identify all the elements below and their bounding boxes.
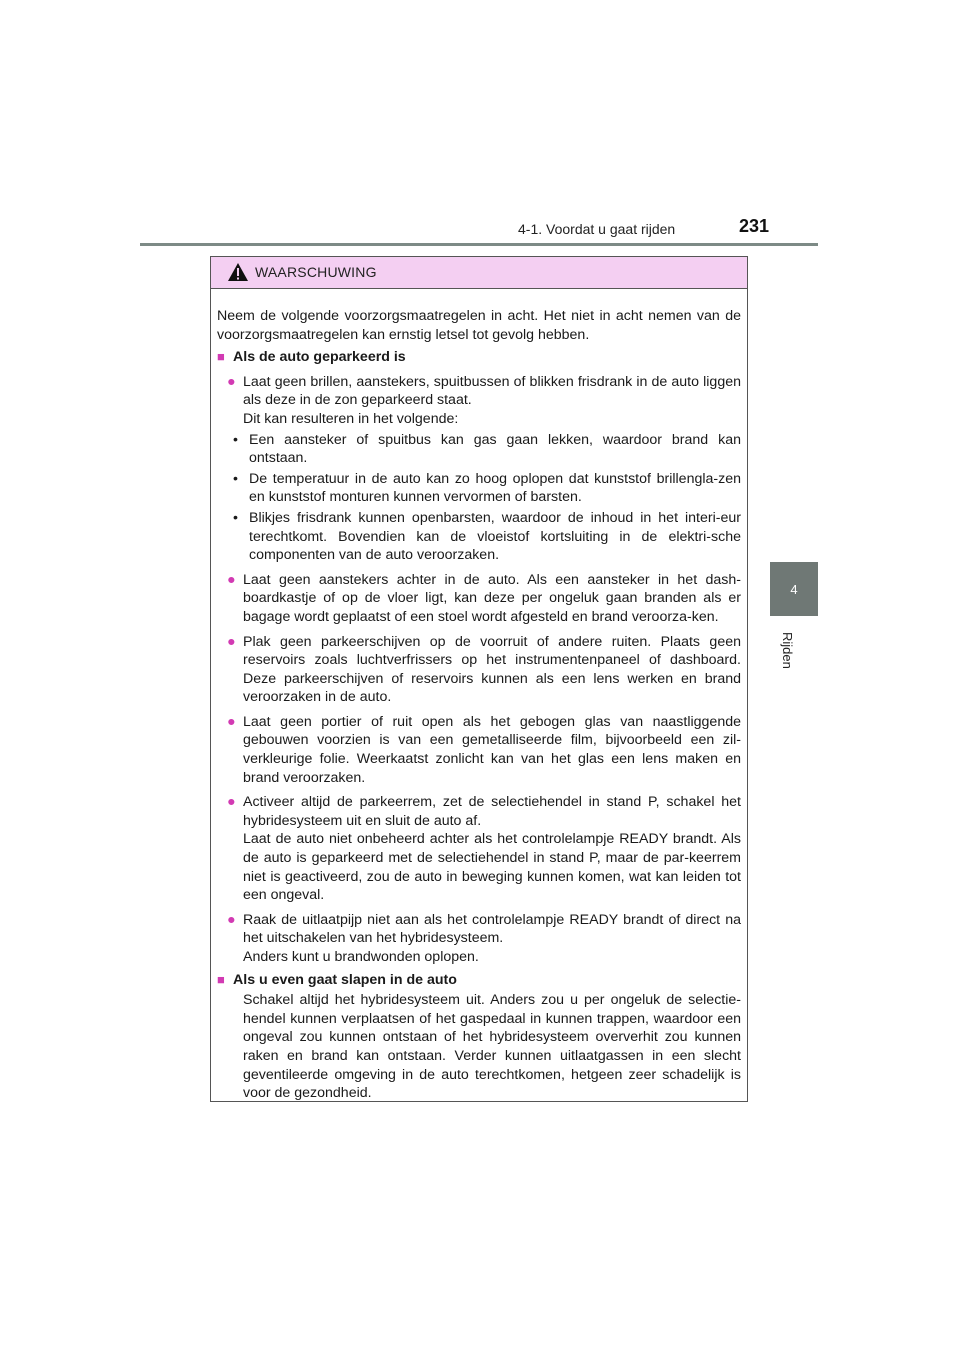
- sub-list-item: [217, 470, 741, 507]
- item-text: Activeer altijd de parkeerrem, zet de selectiehendel in stand P, schakel het hybridesysteem uit en sluit de auto af.: [243, 794, 741, 829]
- section-body: Schakel altijd het hybridesysteem uit. Anders zou u per ongeluk de selectie-hendel kunnen verplaatsen of het gaspedaal in kunnen trappen, waardoor een ongeval zou kunnen ontstaan of het hybridesysteem oververhit zou kunnen raken en brand kan ontstaan. Verder kunnen uitlaatgassen in een slecht geventileerde omgeving in de auto terechtkomen, hetgeen zeer schadelijk is voor de gezondheid.: [243, 992, 741, 1102]
- list-item: [217, 713, 741, 787]
- warning-triangle-icon: [227, 262, 249, 282]
- item-text: Raak de uitlaatpijp niet aan als het controlelampje READY brandt of direct na het uitschakelen van het hybridesysteem.: [243, 911, 741, 947]
- section-heading-text: Als de auto geparkeerd is: [233, 349, 406, 366]
- circle-bullet-icon: ●: [227, 571, 236, 588]
- list-item: [217, 373, 741, 429]
- circle-bullet-icon: ●: [227, 794, 236, 811]
- sub-item-text: Een aansteker of spuitbus kan gas gaan lekken, waardoor brand kan ontstaan.: [249, 431, 741, 467]
- sub-list-item: [217, 431, 741, 468]
- list-item: [217, 793, 741, 905]
- item-text: Plak geen parkeerschijven op de voorruit of andere ruiten. Plaats geen reservoirs zoals luchtverfrissers op het instrumentenpaneel of dashboard. Deze parkeerschijven of reservoirs kunnen als een lens werken en brand veroorzaken in de auto.: [243, 633, 741, 706]
- dot-bullet-icon: •: [233, 509, 238, 526]
- sub-item-text: Blikjes frisdrank kunnen openbarsten, waardoor de inhoud in het interi-eur terechtkomt. Bovendien kan de vloeistof kortsluiting in de elektri-sche componenten van de auto veroorzaken.: [249, 509, 741, 564]
- warning-body: [211, 289, 747, 1103]
- chapter-label: Rijden: [780, 632, 795, 669]
- section-heading: [217, 971, 741, 990]
- list-item: [217, 633, 741, 707]
- item-text: Laat geen brillen, aanstekers, spuitbussen of blikken frisdrank in de auto liggen als deze in de zon geparkeerd staat.: [243, 373, 741, 409]
- sub-list-item: [217, 509, 741, 565]
- warning-header: [211, 257, 747, 289]
- header-divider: [140, 243, 818, 246]
- square-bullet-icon: ■: [217, 349, 225, 365]
- section-heading: [217, 348, 741, 367]
- item-extra: Dit kan resulteren in het volgende:: [243, 410, 459, 427]
- dot-bullet-icon: •: [233, 470, 238, 487]
- section-heading-text: Als u even gaat slapen in de auto: [233, 971, 457, 988]
- warning-title: WAARSCHUWING: [255, 264, 377, 280]
- circle-bullet-icon: ●: [227, 713, 236, 730]
- dot-bullet-icon: •: [233, 431, 238, 448]
- circle-bullet-icon: ●: [227, 633, 236, 650]
- list-item: [217, 911, 741, 967]
- item-extra: Anders kunt u brandwonden oplopen.: [243, 949, 479, 965]
- page-number: 231: [739, 216, 770, 236]
- item-extra: Laat de auto niet onbeheerd achter als het controlelampje READY brandt. Als de auto is geparkeerd met de selectiehendel in stand P, maar de par-keerrem niet is geactiveerd, zou de auto in beweging kunnen komen, wat kan leiden tot een ongeval.: [243, 831, 741, 904]
- sub-item-text: De temperatuur in de auto kan zo hoog oplopen dat kunststof brillengla-zen en kunststof monturen kunnen vervormen of barsten.: [249, 470, 741, 506]
- circle-bullet-icon: ●: [227, 911, 236, 928]
- chapter-number: 4: [790, 582, 798, 597]
- section-title: 4-1. Voordat u gaat rijden: [518, 221, 676, 237]
- list-item: [217, 571, 741, 627]
- warning-intro: Neem de volgende voorzorgsmaatregelen in acht. Het niet in acht nemen van de voorzorgsmaatregelen kan ernstig letsel tot gevolg hebben.: [217, 308, 741, 343]
- chapter-tab[interactable]: [770, 562, 818, 616]
- item-text: Laat geen aanstekers achter in de auto. Als een aansteker in het dash-boardkastje of op de vloer ligt, kan deze per ongeluk gaan branden als er bagage wordt geplaatst of een stoel wordt afgesteld en brand veroorza-ken.: [243, 571, 741, 625]
- circle-bullet-icon: ●: [227, 373, 236, 390]
- square-bullet-icon: ■: [217, 971, 225, 987]
- item-text: Laat geen portier of ruit open als het gebogen glas van naastliggende gebouwen voorzien is van een gemetalliseerde film, bijvoorbeeld een zil-verkleurige folie. Weerkaatst zonlicht kan van het glas een lens maken en brand veroorzaken.: [243, 713, 741, 786]
- warning-box: [210, 256, 748, 1102]
